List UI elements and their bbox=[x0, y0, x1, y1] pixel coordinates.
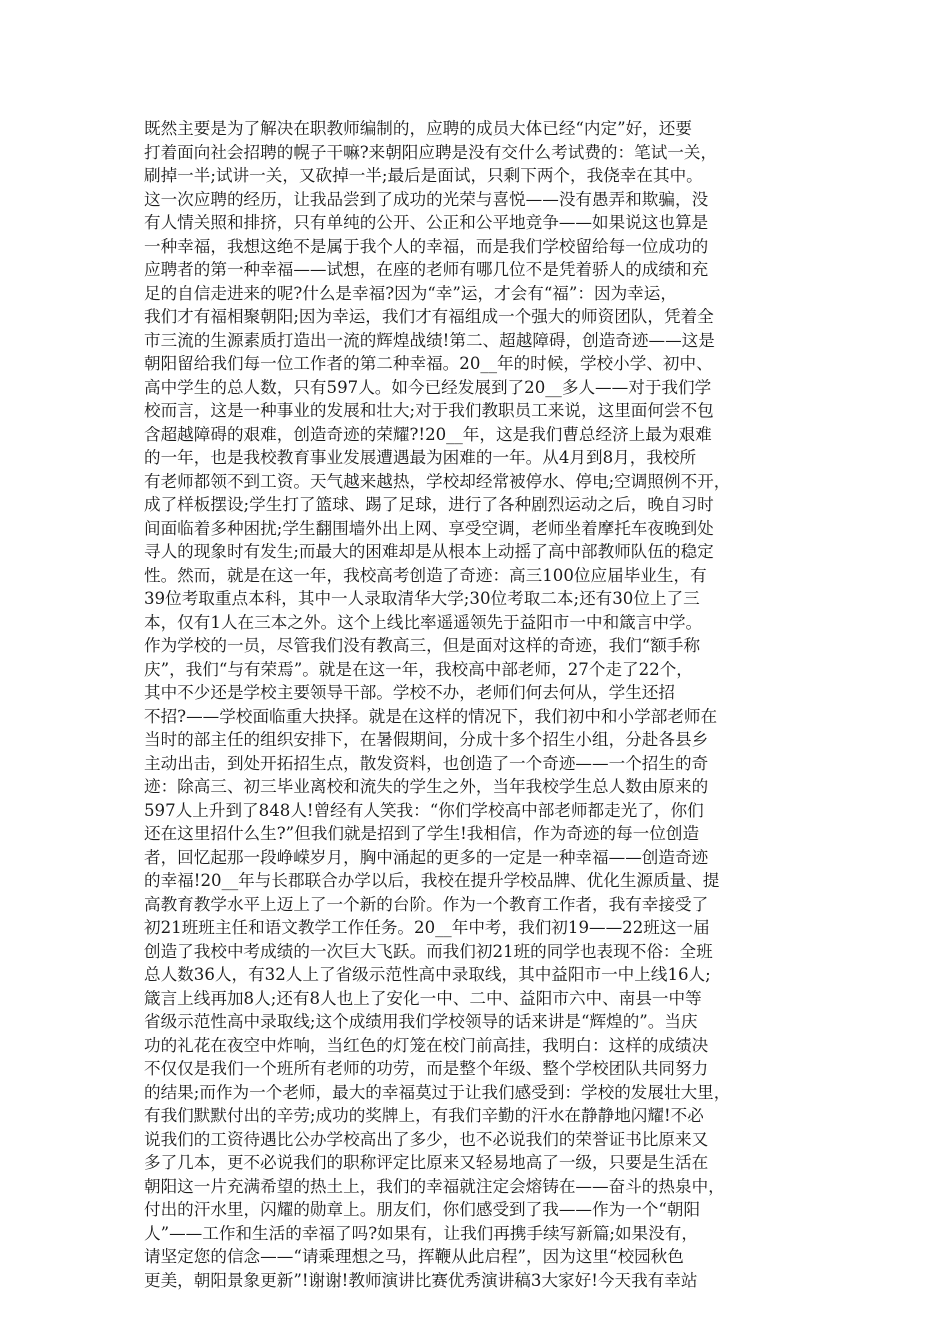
text-line: 人”——工作和生活的幸福了吗?如果有，让我们再携手续写新篇;如果没有， bbox=[144, 1223, 698, 1243]
text-line: 创造了我校中考成绩的一次巨大飞跃。而我们初21班的同学也表现不俗：全班 bbox=[144, 941, 713, 961]
body-text bbox=[144, 117, 834, 1292]
text-line: 打着面向社会招聘的幌子干嘛?来朝阳应聘是没有交什么考试费的：笔试一关， bbox=[144, 142, 718, 162]
text-line: 含超越障碍的艰难，创造奇迹的荣耀?!20__年，这是我们曹总经济上最为艰难 bbox=[144, 424, 712, 444]
text-line: 多了几本，更不必说我们的职称评定比原来又轻易地高了一级，只要是生活在 bbox=[144, 1153, 709, 1172]
text-line: 有人情关照和排挤，只有单纯的公开、公正和公平地竞争——如果说这也算是 bbox=[144, 213, 709, 232]
text-line: 的幸福!20__年与长郡联合办学以后，我校在提升学校品牌、优化生源质量、提 bbox=[144, 871, 720, 890]
text-line: 更美，朝阳景象更新”!谢谢!教师演讲比赛优秀演讲稿3大家好!今天我有幸站 bbox=[144, 1270, 698, 1290]
text-line: 有我们默默付出的辛劳;成功的奖牌上，有我们辛勤的汗水在静静地闪耀!不必 bbox=[144, 1106, 704, 1125]
text-line: 主动出击，到处开拓招生点，散发资料，也创造了一个奇迹——一个招生的奇 bbox=[144, 753, 709, 773]
text-line: 不仅仅是我们一个班所有老师的功劳，而是整个年级、整个学校团队共同努力 bbox=[144, 1059, 709, 1078]
text-line: 的一年，也是我校教育事业发展遭遇最为困难的一年。从4月到8月，我校所 bbox=[144, 448, 697, 467]
text-line: 其中不少还是学校主要领导干部。学校不办，老师们何去何从，学生还招 bbox=[144, 683, 675, 702]
text-line: 性。然而，就是在这一年，我校高考创造了奇迹：高三100位应届毕业生，有 bbox=[144, 565, 707, 585]
text-line: 说我们的工资待遇比公办学校高出了多少，也不必说我们的荣誉证书比原来又 bbox=[144, 1129, 709, 1149]
text-line: 功的礼花在夜空中炸响，当红色的灯笼在校门前高挂，我明白：这样的成绩决 bbox=[144, 1035, 709, 1055]
text-line: 庆”，我们“与有荣焉”。就是在这一年，我校高中部老师，27个走了22个， bbox=[144, 659, 693, 679]
text-line: 不招?——学校面临重大抉择。就是在这样的情况下，我们初中和小学部老师在 bbox=[144, 706, 718, 726]
text-line: 高教育教学水平上迈上了一个新的台阶。作为一个教育工作者，我有幸接受了 bbox=[144, 894, 709, 914]
text-line: 省级示范性高中录取线;这个成绩用我们学校领导的话来讲是“辉煌的”。当庆 bbox=[144, 1012, 698, 1031]
text-line: 者，回忆起那一段峥嵘岁月，胸中涌起的更多的一定是一种幸福——创造奇迹 bbox=[144, 847, 709, 867]
text-line: 朝阳留给我们每一位工作者的第二种幸福。20__年的时候，学校小学、初中、 bbox=[144, 354, 713, 373]
text-line: 朝阳这一片充满希望的热土上，我们的幸福就注定会熔铸在——奋斗的热泉中， bbox=[144, 1176, 725, 1196]
text-line: 成了样板摆设;学生打了篮球、踢了足球，进行了各种剧烈运动之后，晚自习时 bbox=[144, 495, 714, 514]
text-line: 当时的部主任的组织安排下，在暑假期间，分成十多个招生小组，分赴各县乡 bbox=[144, 730, 709, 749]
text-line: 本，仅有1人在三本之外。这个上线比率遥遥领先于益阳市一中和箴言中学。 bbox=[144, 612, 703, 632]
text-line: 付出的汗水里，闪耀的勋章上。朋友们，你们感受到了我——作为一个“朝阳 bbox=[144, 1200, 701, 1219]
text-line: 597人上升到了848人!曾经有人笑我：“你们学校高中部老师都走光了，你们 bbox=[144, 800, 704, 820]
text-line: 间面临着多种困扰;学生翻围墙外出上网、享受空调，老师坐着摩托车夜晚到处 bbox=[144, 518, 714, 538]
text-line: 这一次应聘的经历，让我品尝到了成功的光荣与喜悦——没有愚弄和欺骗，没 bbox=[144, 189, 709, 209]
text-line: 应聘者的第一种幸福——试想，在座的老师有哪几位不是凭着骄人的成绩和充 bbox=[144, 260, 709, 279]
text-line: 有老师都领不到工资。天气越来越热，学校却经常被停水、停电;空调照例不开， bbox=[144, 471, 731, 491]
text-line: 还在这里招什么生?”但我们就是招到了学生!我相信，作为奇迹的每一位创造 bbox=[144, 824, 700, 843]
text-line: 箴言上线再加8人;还有8人也上了安化一中、二中、益阳市六中、南县一中等 bbox=[144, 988, 702, 1008]
text-line: 总人数36人，有32人上了省级示范性高中录取线，其中益阳市一中上线16人; bbox=[144, 965, 711, 984]
text-line: 初21班班主任和语文教学工作任务。20__年中考，我们初19——22班这一届 bbox=[144, 918, 710, 937]
text-line: 作为学校的一员，尽管我们没有教高三，但是面对这样的奇迹，我们“额手称 bbox=[144, 636, 701, 655]
text-line: 一种幸福，我想这绝不是属于我个人的幸福，而是我们学校留给每一位成功的 bbox=[144, 236, 709, 256]
text-line: 我们才有福相聚朝阳;因为幸运，我们才有福组成一个强大的师资团队，凭着全 bbox=[144, 307, 714, 326]
text-line: 市三流的生源素质打造出一流的辉煌战绩!第二、超越障碍，创造奇迹——这是 bbox=[144, 330, 715, 350]
text-line: 刷掉一半;试讲一关，又砍掉一半;最后是面试，只剩下两个，我侥幸在其中。 bbox=[144, 166, 703, 185]
text-line: 请坚定您的信念——“请乘理想之马，挥鞭从此启程”，因为这里“校园秋色 bbox=[144, 1247, 684, 1266]
text-line: 的结果;而作为一个老师，最大的幸福莫过于让我们感受到：学校的发展壮大里， bbox=[144, 1082, 731, 1102]
text-line: 足的自信走进来的呢?什么是幸福?因为“幸”运，才会有“福”：因为幸运， bbox=[144, 283, 677, 303]
text-line: 既然主要是为了解决在职教师编制的，应聘的成员大体已经“内定”好，还要 bbox=[144, 119, 692, 138]
text-line: 39位考取重点本科，其中一人录取清华大学;30位考取二本;还有30位上了三 bbox=[144, 589, 700, 608]
text-line: 校而言，这是一种事业的发展和壮大;对于我们教职员工来说，这里面何尝不包 bbox=[144, 401, 714, 420]
text-line: 迹：除高三、初三毕业离校和流失的学生之外，当年我校学生总人数由原来的 bbox=[144, 777, 709, 796]
text-line: 寻人的现象时有发生;而最大的困难却是从根本上动摇了高中部教师队伍的稳定 bbox=[144, 542, 714, 561]
text-line: 高中学生的总人数，只有597人。如今已经发展到了20__多人——对于我们学 bbox=[144, 377, 712, 397]
